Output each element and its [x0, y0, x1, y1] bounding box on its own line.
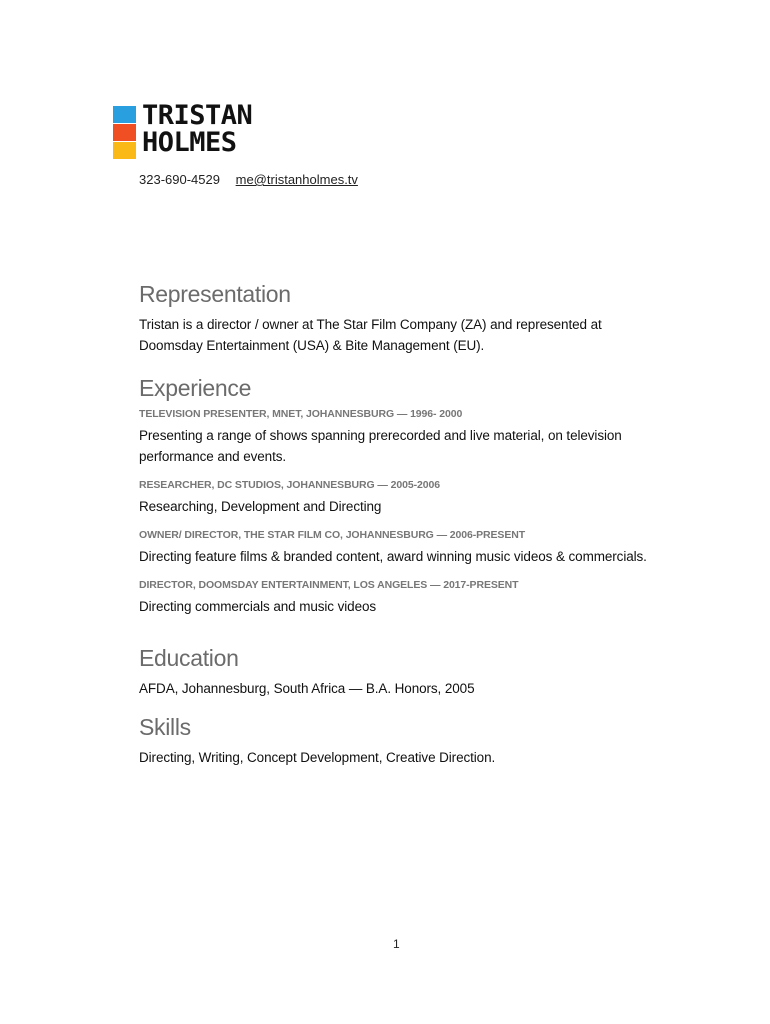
logo-name-last: HOLMES [142, 127, 237, 158]
representation-section [139, 280, 659, 356]
section-title-education: Education [139, 645, 239, 671]
logo-color-blocks [113, 106, 136, 159]
contact-info [139, 172, 358, 187]
skills-section [139, 713, 659, 768]
experience-item [139, 579, 659, 617]
section-title-experience: Experience [139, 375, 252, 401]
job-title: TELEVISION PRESENTER, MNET, JOHANNESBURG — 1996- 2000 [139, 408, 463, 420]
email-link[interactable]: me@tristanholmes.tv [235, 172, 358, 187]
job-description: Directing feature films & branded content, award winning music videos & commercials. [139, 549, 647, 564]
job-description: Researching, Development and Directing [139, 499, 382, 514]
experience-item [139, 529, 659, 567]
logo-name-first: TRISTAN [142, 100, 253, 131]
job-title: DIRECTOR, DOOMSDAY ENTERTAINMENT, LOS ANGELES — 2017-PRESENT [139, 579, 519, 591]
representation-text: Tristan is a director / owner at The Star Film Company (ZA) and represented at Doomsday Entertainment (USA) & Bite Management (EU). [139, 317, 602, 353]
logo [113, 100, 313, 160]
logo-name [142, 102, 252, 156]
page-number: 1 [393, 937, 400, 951]
experience-item [139, 479, 659, 517]
job-title: OWNER/ DIRECTOR, THE STAR FILM CO, JOHANNESBURG — 2006-PRESENT [139, 529, 526, 541]
section-title-skills: Skills [139, 714, 191, 740]
logo-red-block [113, 124, 136, 141]
job-description: Presenting a range of shows spanning prerecorded and live material, on television performance and events. [139, 428, 622, 464]
education-section [139, 644, 659, 699]
section-title-representation: Representation [139, 281, 291, 307]
logo-yellow-block [113, 142, 136, 159]
job-title: RESEARCHER, DC STUDIOS, JOHANNESBURG — 2005-2006 [139, 479, 440, 491]
job-description: Directing commercials and music videos [139, 599, 377, 614]
logo-blue-block [113, 106, 136, 123]
experience-item [139, 408, 659, 467]
education-text: AFDA, Johannesburg, South Africa — B.A. Honors, 2005 [139, 681, 475, 696]
skills-text: Directing, Writing, Concept Development, Creative Direction. [139, 750, 496, 765]
phone-number: 323-690-4529 [139, 172, 220, 187]
experience-section [139, 374, 659, 629]
